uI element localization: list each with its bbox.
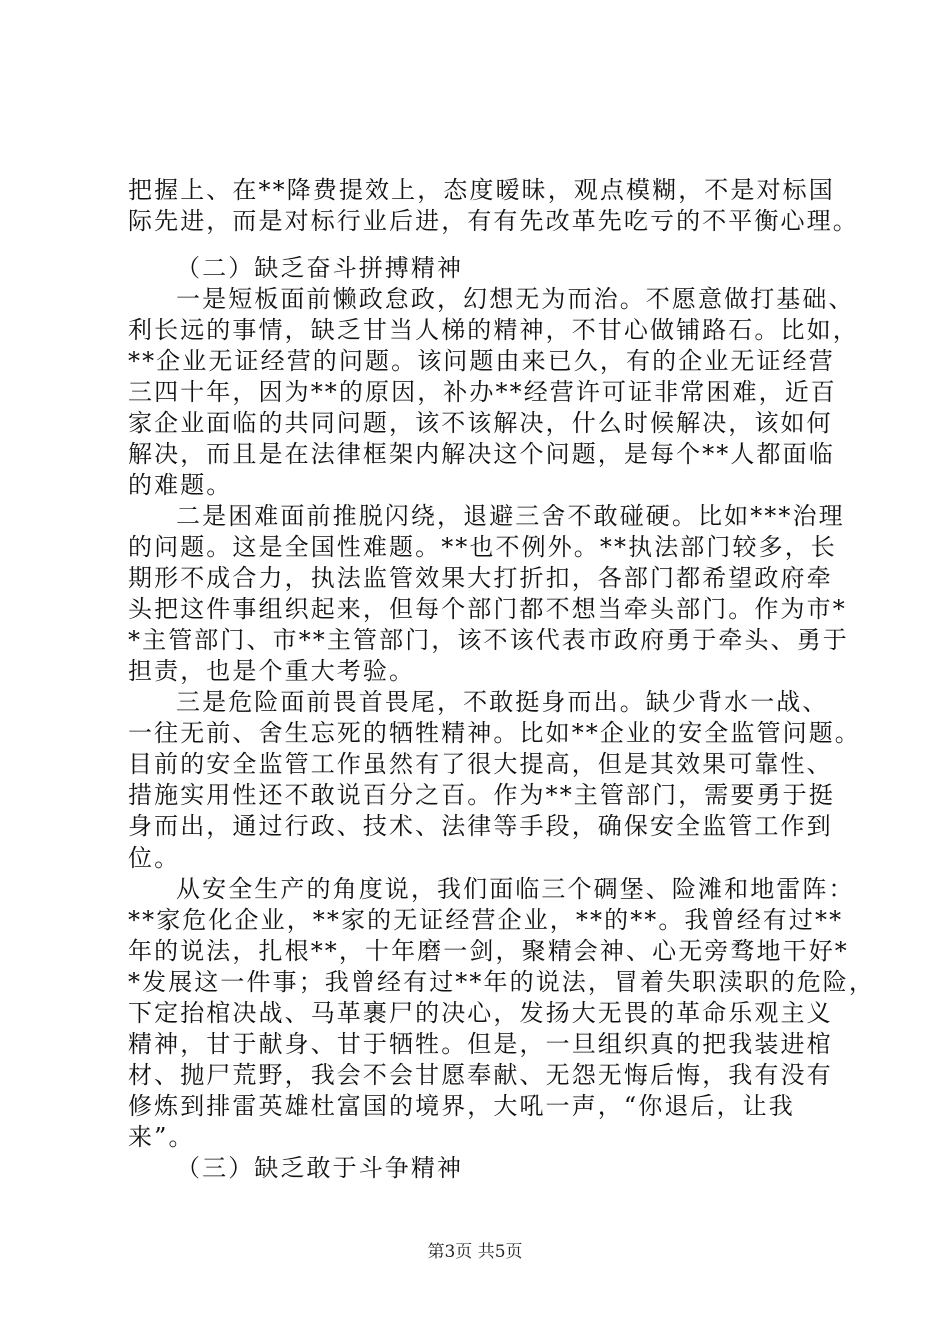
section-heading: （三）缺乏敢于斗争精神 (176, 1154, 464, 1182)
paragraph-first-line: 从安全生产的角度说，我们面临三个碉堡、险滩和地雷阵： (176, 875, 855, 903)
text-line: *发展这一件事；我曾经有过**年的说法，冒着失职渎职的危险， (128, 968, 875, 996)
text-line: 的问题。这是全国性难题。**也不例外。**执法部门较多，长 (128, 533, 837, 561)
text-line: 三四十年，因为**的原因，补办**经营许可证非常困难，近百 (128, 378, 837, 406)
text-line: 精神，甘于献身、甘于牺牲。但是，一旦组织真的把我装进棺 (128, 1030, 833, 1058)
text-line: 年的说法，扎根**，十年磨一剑，聚精会神、心无旁骛地干好* (128, 937, 849, 965)
paragraph-first-line: 三是危险面前畏首畏尾，不敢挺身而出。缺少背水一战、 (176, 688, 829, 716)
text-line: 把握上、在**降费提效上，态度暧昧，观点模糊，不是对标国 (128, 176, 835, 204)
text-line: 来”。 (128, 1123, 195, 1151)
text-line: 身而出，通过行政、技术、法律等手段，确保安全监管工作到 (128, 812, 833, 840)
paragraph-first-line: 一是短板面前懒政怠政，幻想无为而治。不愿意做打基础、 (176, 285, 855, 313)
section-heading: （二）缺乏奋斗拼搏精神 (176, 254, 464, 282)
text-line: 目前的安全监管工作虽然有了很大提高，但是其效果可靠性、 (128, 750, 833, 778)
text-line: *主管部门、市**主管部门，该不该代表市政府勇于牵头、勇于 (128, 626, 849, 654)
paragraph-first-line: 二是困难面前推脱闪绕，退避三舍不敢碰硬。比如***治理 (176, 502, 845, 530)
text-line: 下定抬棺决战、马革裹尸的决心，发扬大无畏的革命乐观主义 (128, 999, 833, 1027)
text-line: 头把这件事组织起来，但每个部门都不想当牵头部门。作为市* (128, 595, 847, 623)
text-line: 际先进，而是对标行业后进，有有先改革先吃亏的不平衡心理。 (128, 207, 859, 235)
text-line: 位。 (128, 844, 181, 872)
text-line: 修炼到排雷英雄杜富国的境界，大吼一声，“你退后，让我 (128, 1092, 795, 1120)
text-line: 利长远的事情，缺乏甘当人梯的精神，不甘心做铺路石。比如， (128, 316, 859, 344)
text-line: 解决，而且是在法律框架内解决这个问题，是每个**人都面临 (128, 440, 835, 468)
text-line: 的难题。 (128, 471, 233, 499)
text-line: 措施实用性还不敢说百分之百。作为**主管部门，需要勇于挺 (128, 781, 835, 809)
page-number-footer: 第3页 共5页 (427, 1242, 523, 1262)
text-line: 期形不成合力，执法监管效果大打折扣，各部门都希望政府牵 (128, 564, 833, 592)
text-line: **企业无证经营的问题。该问题由来已久，有的企业无证经营 (128, 347, 835, 375)
text-line: 一往无前、舍生忘死的牺牲精神。比如**企业的安全监管问题。 (128, 719, 861, 747)
text-line: 担责，也是个重大考验。 (128, 657, 416, 685)
text-line: 家企业面临的共同问题，该不该解决，什么时候解决，该如何 (128, 409, 833, 437)
text-line: 材、抛尸荒野，我会不会甘愿奉献、无怨无悔后悔，我有没有 (128, 1061, 833, 1089)
text-line: **家危化企业，**家的无证经营企业，**的**。我曾经有过** (128, 906, 844, 934)
